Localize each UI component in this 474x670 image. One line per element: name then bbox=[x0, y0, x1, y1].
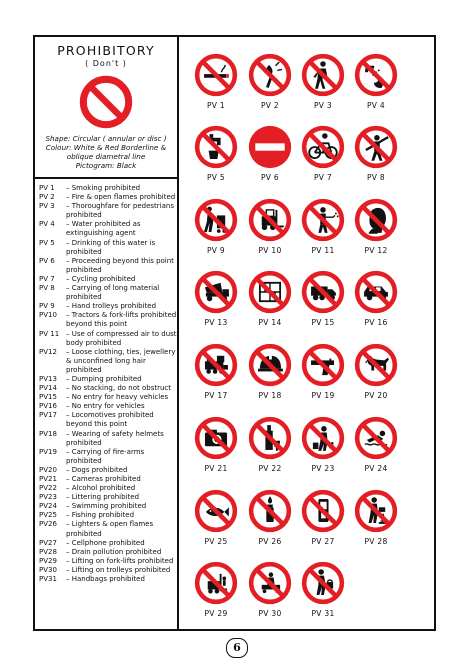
legend-text: – Locomotives prohibited beyond this point bbox=[66, 411, 154, 429]
sign-cell bbox=[241, 124, 299, 182]
legend-code: PV25 bbox=[39, 511, 57, 520]
sign-label: PV 19 bbox=[311, 391, 335, 400]
legend-code: PV 1 bbox=[39, 184, 55, 192]
sign-label: PV 5 bbox=[206, 173, 225, 182]
match-flame-icon bbox=[247, 52, 293, 98]
drain-pour-icon bbox=[353, 488, 399, 534]
sign-label: PV 26 bbox=[258, 537, 282, 546]
sign-label: PV 4 bbox=[366, 101, 385, 110]
page-number: 6 bbox=[226, 638, 248, 658]
legend-text: – Carrying of long material prohibited bbox=[66, 284, 160, 302]
sign-cell bbox=[241, 269, 299, 327]
legend-text: – Use of compressed air to dust body prohibited bbox=[66, 329, 177, 347]
legend-item bbox=[39, 202, 177, 220]
description-line: oblique diametral line bbox=[66, 152, 146, 161]
legend-text: – Water prohibited as extinguishing agent bbox=[66, 220, 141, 238]
legend-item bbox=[39, 548, 177, 557]
sign-cell bbox=[187, 52, 245, 110]
legend-code: PV23 bbox=[39, 493, 57, 502]
legend-item bbox=[39, 393, 177, 402]
legend-text: – No stacking, do not obstruct bbox=[66, 384, 171, 393]
legend-item bbox=[39, 520, 177, 538]
sign-label: PV 20 bbox=[364, 391, 388, 400]
legend-code: PV26 bbox=[39, 520, 57, 529]
sign-cell bbox=[241, 488, 299, 546]
sign-label: PV 12 bbox=[364, 246, 388, 255]
legend-code: PV30 bbox=[39, 565, 57, 574]
sign-label: PV 9 bbox=[206, 246, 225, 255]
sign-cell bbox=[347, 52, 405, 110]
legend-text: – Lighters & open flames prohibited bbox=[66, 520, 154, 538]
legend-item bbox=[39, 302, 177, 311]
sign-label: PV 14 bbox=[258, 318, 282, 327]
sign-cell bbox=[347, 342, 405, 400]
legend-code: PV 2 bbox=[39, 193, 55, 202]
sign-cell bbox=[241, 415, 299, 473]
legend-text: – Drinking of this water is prohibited bbox=[66, 238, 156, 256]
legend-item bbox=[39, 275, 177, 284]
trolley-person-icon bbox=[247, 560, 293, 606]
legend-code: PV 5 bbox=[39, 238, 55, 247]
legend-code: PV27 bbox=[39, 538, 57, 547]
legend-code: PV 7 bbox=[39, 274, 55, 283]
legend-item bbox=[39, 284, 177, 302]
sign-label: PV 11 bbox=[311, 246, 335, 255]
water-on-fire-icon bbox=[353, 52, 399, 98]
sign-cell bbox=[347, 488, 405, 546]
legend-code: PV20 bbox=[39, 465, 57, 474]
description-line: Pictogram: Black bbox=[75, 161, 137, 170]
legend-item bbox=[39, 257, 177, 275]
sign-cell bbox=[294, 488, 352, 546]
legend-item bbox=[39, 220, 177, 238]
legend-code: PV14 bbox=[39, 384, 57, 393]
legend-text: – Cycling prohibited bbox=[66, 274, 136, 283]
sign-label: PV 30 bbox=[258, 609, 282, 618]
legend-item bbox=[39, 375, 177, 384]
lighter-icon bbox=[247, 488, 293, 534]
legend-item bbox=[39, 557, 177, 566]
sign-cell bbox=[347, 124, 405, 182]
sign-cell bbox=[294, 269, 352, 327]
description-line: Colour: White & Red Borderline & bbox=[45, 143, 167, 152]
air-hose-icon bbox=[300, 197, 346, 243]
legend-code: PV 4 bbox=[39, 220, 55, 229]
sign-cell bbox=[241, 52, 299, 110]
no-entry-bar-icon bbox=[247, 124, 293, 170]
legend-item bbox=[39, 484, 177, 493]
legend-item bbox=[39, 239, 177, 257]
legend-text: – Lifting on trolleys prohibited bbox=[66, 565, 171, 574]
sign-cell bbox=[347, 415, 405, 473]
legend-item bbox=[39, 402, 177, 411]
legend-item bbox=[39, 448, 177, 466]
legend-item bbox=[39, 575, 177, 584]
legend-text: – Dogs prohibited bbox=[66, 465, 128, 474]
legend-code: PV12 bbox=[39, 347, 57, 356]
legend-code: PV 3 bbox=[39, 202, 55, 211]
legend-text: – Hand trolleys prohibited bbox=[66, 302, 157, 311]
legend-text: – Dumping prohibited bbox=[66, 374, 142, 383]
sign-cell bbox=[294, 560, 352, 618]
cigarette-icon bbox=[193, 52, 239, 98]
sign-label: PV 15 bbox=[311, 318, 335, 327]
legend-code: PV16 bbox=[39, 402, 57, 411]
sign-chart-frame bbox=[33, 35, 436, 631]
camera-icon bbox=[193, 415, 239, 461]
legend-code: PV31 bbox=[39, 575, 57, 584]
sign-cell bbox=[347, 197, 405, 255]
sign-cell bbox=[187, 197, 245, 255]
dog-icon bbox=[353, 342, 399, 388]
locomotive-icon bbox=[193, 342, 239, 388]
sign-label: PV 7 bbox=[313, 173, 332, 182]
sign-cell bbox=[241, 197, 299, 255]
sign-label: PV 18 bbox=[258, 391, 282, 400]
forklift-person-icon bbox=[193, 560, 239, 606]
hand-trolley-icon bbox=[193, 197, 239, 243]
legend-text: – Handbags prohibited bbox=[66, 575, 145, 584]
legend-item bbox=[39, 466, 177, 475]
sign-label: PV 13 bbox=[204, 318, 228, 327]
stacked-boxes-icon bbox=[247, 269, 293, 315]
sign-label: PV 25 bbox=[204, 537, 228, 546]
bicycle-icon bbox=[300, 124, 346, 170]
legend-item bbox=[39, 430, 177, 448]
sign-grid bbox=[181, 37, 434, 629]
legend-code: PV15 bbox=[39, 393, 57, 402]
sign-cell bbox=[294, 197, 352, 255]
legend-code: PV28 bbox=[39, 547, 57, 556]
legend-code: PV29 bbox=[39, 556, 57, 565]
sign-label: PV 8 bbox=[366, 173, 385, 182]
car-icon bbox=[353, 269, 399, 315]
legend-item bbox=[39, 566, 177, 575]
sign-cell bbox=[294, 52, 352, 110]
legend-text: – Wearing of safety helmets prohibited bbox=[66, 429, 164, 447]
forklift-icon bbox=[247, 197, 293, 243]
legend-item bbox=[39, 348, 177, 375]
legend-text: – Tractors & fork-lifts prohibited beyond this point bbox=[66, 311, 177, 329]
legend-text: – Alcohol prohibited bbox=[66, 484, 136, 493]
legend-code: PV17 bbox=[39, 411, 57, 420]
sign-label: PV 28 bbox=[364, 537, 388, 546]
sign-cell bbox=[187, 124, 245, 182]
legend-text: – Littering prohibited bbox=[66, 493, 140, 502]
head-hair-icon bbox=[353, 197, 399, 243]
sign-label: PV 29 bbox=[204, 609, 228, 618]
helmet-icon bbox=[247, 342, 293, 388]
legend-item bbox=[39, 411, 177, 429]
sign-label: PV 1 bbox=[206, 101, 225, 110]
sign-label: PV 22 bbox=[258, 464, 282, 473]
description-line: Shape: Circular ( annular or disc ) bbox=[45, 134, 167, 143]
swimmer-icon bbox=[353, 415, 399, 461]
legend-item bbox=[39, 193, 177, 202]
legend-text: – Lifting on fork-lifts prohibited bbox=[66, 556, 174, 565]
legend-code: PV19 bbox=[39, 447, 57, 456]
littering-icon bbox=[300, 415, 346, 461]
legend-text: – Fishing prohibited bbox=[66, 511, 135, 520]
left-column bbox=[35, 37, 179, 629]
legend-item bbox=[39, 502, 177, 511]
legend-item bbox=[39, 184, 177, 193]
sign-label: PV 3 bbox=[313, 101, 332, 110]
legend-text: – Loose clothing, ties, jewellery & unconfined long hair prohibited bbox=[66, 347, 176, 374]
sign-cell bbox=[187, 415, 245, 473]
sign-cell bbox=[294, 124, 352, 182]
category-subtitle: ( Don't ) bbox=[85, 59, 127, 68]
sign-cell bbox=[347, 269, 405, 327]
legend-text: – Swimming prohibited bbox=[66, 502, 147, 511]
legend-item bbox=[39, 539, 177, 548]
sign-label: PV 6 bbox=[260, 173, 279, 182]
prohibitory-example-sign-icon bbox=[79, 75, 133, 129]
legend-text: – Drain pollution prohibited bbox=[66, 547, 162, 556]
legend-code: PV18 bbox=[39, 429, 57, 438]
legend-code: PV24 bbox=[39, 502, 57, 511]
legend-code: PV 6 bbox=[39, 256, 55, 265]
legend-code: PV 11 bbox=[39, 329, 60, 338]
sign-label: PV 16 bbox=[364, 318, 388, 327]
sign-label: PV 27 bbox=[311, 537, 335, 546]
sign-label: PV 31 bbox=[311, 609, 335, 618]
legend-code: PV13 bbox=[39, 374, 57, 383]
sign-cell bbox=[187, 488, 245, 546]
heavy-truck-icon bbox=[300, 269, 346, 315]
sign-label: PV 10 bbox=[258, 246, 282, 255]
category-info-box bbox=[35, 37, 177, 179]
category-description bbox=[35, 134, 177, 170]
legend-text: – Cellphone prohibited bbox=[66, 538, 145, 547]
legend-code: PV10 bbox=[39, 311, 57, 320]
handbag-icon bbox=[300, 560, 346, 606]
pistol-icon bbox=[300, 342, 346, 388]
bottle-glass-icon bbox=[247, 415, 293, 461]
legend-text: – No entry for vehicles bbox=[66, 402, 145, 411]
sign-label: PV 24 bbox=[364, 464, 388, 473]
legend-item bbox=[39, 330, 177, 348]
legend-text: – Carrying of fire-arms prohibited bbox=[66, 447, 145, 465]
legend-text: – Cameras prohibited bbox=[66, 475, 141, 483]
legend-item bbox=[39, 311, 177, 329]
legend-text: – Proceeding beyond this point prohibited bbox=[66, 256, 174, 274]
sign-cell bbox=[294, 342, 352, 400]
sign-cell bbox=[241, 342, 299, 400]
legend-code: PV 9 bbox=[39, 302, 55, 311]
legend-code: PV21 bbox=[39, 475, 57, 483]
legend-text: – Fire & open flames prohibited bbox=[66, 193, 176, 202]
fish-icon bbox=[193, 488, 239, 534]
legend-item bbox=[39, 384, 177, 393]
dump-truck-icon bbox=[193, 269, 239, 315]
pedestrian-icon bbox=[300, 52, 346, 98]
sign-legend-list bbox=[39, 184, 177, 584]
sign-cell bbox=[294, 415, 352, 473]
sign-cell bbox=[187, 269, 245, 327]
sign-label: PV 21 bbox=[204, 464, 228, 473]
legend-text: – Thoroughfare for pedestrians prohibited bbox=[66, 202, 174, 220]
legend-item bbox=[39, 475, 177, 484]
tap-glass-icon bbox=[193, 124, 239, 170]
legend-item bbox=[39, 511, 177, 520]
legend-code: PV22 bbox=[39, 484, 57, 493]
sign-cell bbox=[187, 342, 245, 400]
sign-label: PV 17 bbox=[204, 391, 228, 400]
category-title: PROHIBITORY bbox=[57, 43, 155, 58]
legend-code: PV 8 bbox=[39, 284, 55, 293]
legend-text: – Smoking prohibited bbox=[66, 184, 141, 192]
sign-cell bbox=[187, 560, 245, 618]
person-carrying-icon bbox=[353, 124, 399, 170]
sign-label: PV 2 bbox=[260, 101, 279, 110]
sign-cell bbox=[241, 560, 299, 618]
legend-text: – No entry for heavy vehicles bbox=[66, 393, 169, 402]
legend-item bbox=[39, 493, 177, 502]
cellphone-icon bbox=[300, 488, 346, 534]
sign-label: PV 23 bbox=[311, 464, 335, 473]
